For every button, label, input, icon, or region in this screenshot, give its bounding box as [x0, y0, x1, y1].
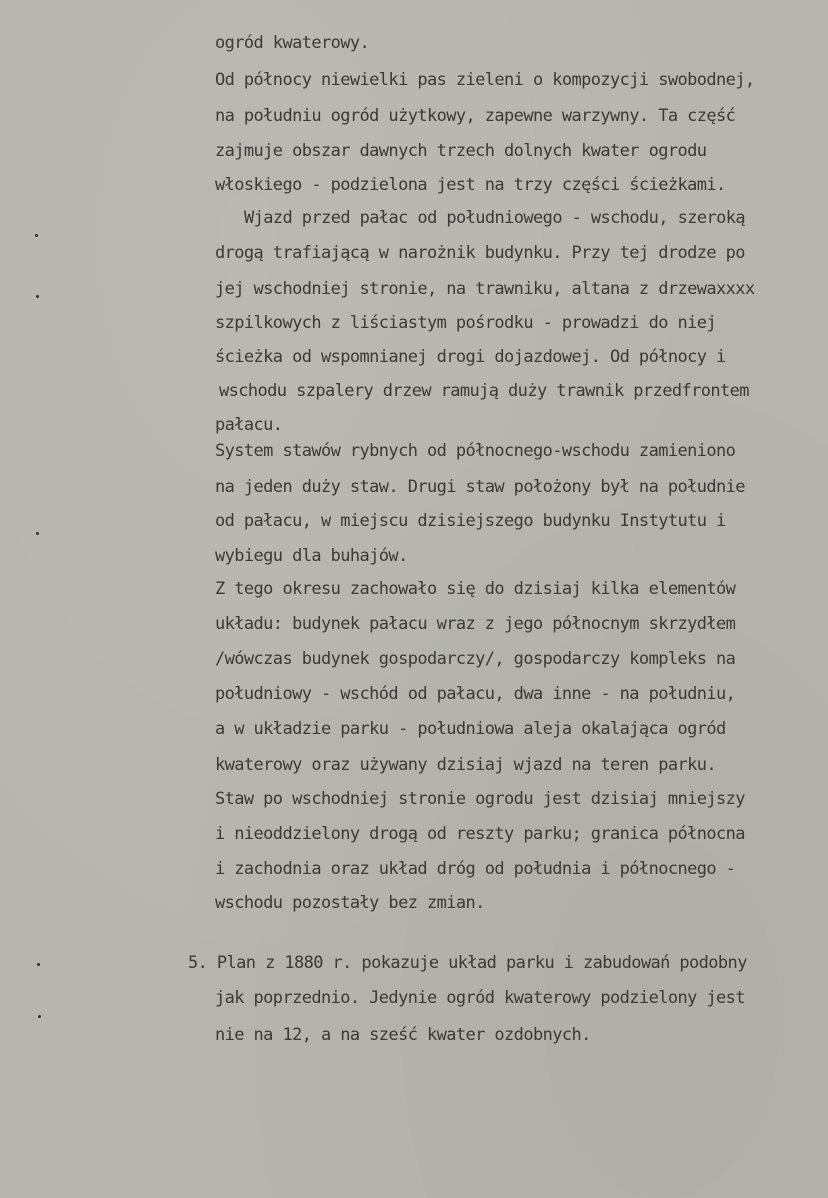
text-line: układu: budynek pałacu wraz z jego północnym skrzydłem [215, 614, 736, 634]
text-line: wschodu pozostały bez zmian. [215, 893, 485, 913]
text-line: a w układzie parku - południowa aleja okalająca ogród [215, 719, 726, 739]
text-line: na południu ogród użytkowy, zapewne warzywny. Ta część [215, 106, 736, 126]
text-line: System stawów rybnych od północnego-wschodu zamieniono [215, 441, 736, 461]
text-line: Od północy niewielki pas zieleni o kompozycji swobodnej, [215, 70, 755, 90]
margin-speck [37, 963, 40, 966]
text-line: jej wschodniej stronie, na trawniku, altana z drzewaxxxx [215, 279, 755, 299]
text-line: Z tego okresu zachowało się do dzisiaj kilka elementów [215, 579, 736, 599]
text-line: wschodu szpalery drzew ramują duży trawnik przedfrontem [219, 381, 749, 401]
text-line: drogą trafiającą w narożnik budynku. Przy tej drodze po [215, 243, 745, 263]
text-line: ogród kwaterowy. [215, 33, 370, 53]
text-line: /wówczas budynek gospodarczy/, gospodarczy kompleks na [215, 649, 736, 669]
text-line: Wjazd przed pałac od południowego - wschodu, szeroką [244, 208, 746, 228]
text-line: szpilkowych z liściastym pośrodku - prowadzi do niej [215, 313, 717, 333]
margin-speck [36, 532, 39, 535]
text-line: południowy - wschód od pałacu, dwa inne - na południu, [215, 684, 736, 704]
margin-speck [35, 234, 38, 237]
margin-speck [38, 1015, 41, 1018]
text-line: włoskiego - podzielona jest na trzy części ścieżkami. [215, 175, 726, 195]
list-item-5-line: 5. Plan z 1880 r. pokazuje układ parku i zabudowań podobny [188, 953, 747, 973]
margin-speck [36, 295, 39, 298]
text-line: na jeden duży staw. Drugi staw położony był na południe [215, 477, 745, 497]
text-line: pałacu. [215, 415, 283, 435]
text-line: Staw po wschodniej stronie ogrodu jest dzisiaj mniejszy [215, 789, 745, 809]
text-line: i zachodnia oraz układ dróg od południa i północnego - [215, 859, 736, 879]
text-line: od pałacu, w miejscu dzisiejszego budynku Instytutu i [215, 511, 726, 531]
text-line: nie na 12, a na sześć kwater ozdobnych. [215, 1025, 591, 1045]
text-line: zajmuje obszar dawnych trzech dolnych kwater ogrodu [215, 141, 707, 161]
text-line: wybiegu dla buhajów. [215, 546, 408, 566]
text-line: i nieoddzielony drogą od reszty parku; granica północna [215, 824, 745, 844]
text-line: jak poprzednio. Jedynie ogród kwaterowy podzielony jest [215, 988, 745, 1008]
text-line: kwaterowy oraz używany dzisiaj wjazd na teren parku. [215, 755, 717, 775]
text-line: ścieżka od wspomnianej drogi dojazdowej. Od północy i [215, 347, 726, 367]
